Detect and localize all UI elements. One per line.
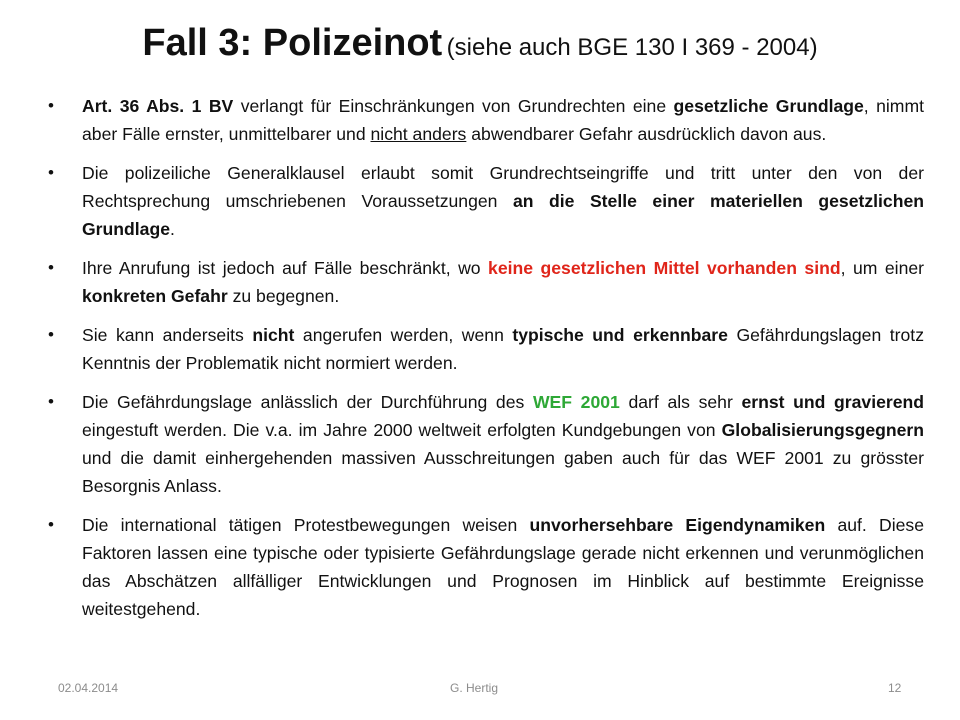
bullet-dot-icon: •	[48, 258, 54, 277]
bullet-text-segment: angerufen werden, wenn	[294, 325, 513, 345]
bullet-text-segment: .	[169, 219, 175, 239]
bullet-text-segment: WEF 2001	[532, 392, 620, 412]
footer-page-number: 12	[888, 681, 902, 695]
bullet-text-segment: darf als sehr	[619, 392, 742, 412]
bullet-text-segment: konkreten Gefahr	[82, 286, 228, 306]
bullet-text-segment: zu begegnen.	[227, 286, 340, 306]
bullet-text-segment: ernst und gravierend	[741, 392, 924, 412]
slide-content	[44, 92, 924, 634]
bullet-text-segment: eingestuft werden. Die v.a. im Jahre 2000 weltweit erfolgten Kundgebungen von	[82, 420, 722, 440]
footer-author: G. Hertig	[450, 681, 499, 695]
bullet-text-segment: gesetzliche Grundlage	[673, 96, 864, 116]
bullet-item	[44, 321, 924, 377]
slide-title-subtitle: (siehe auch BGE 130 I 369 - 2004)	[446, 34, 818, 61]
bullet-list	[44, 92, 924, 623]
bullet-item	[44, 388, 924, 500]
bullet-text-segment: Art. 36 Abs. 1 BV	[82, 96, 234, 116]
bullet-dot-icon: •	[48, 96, 54, 115]
bullet-text-segment: an die Stelle einer materiellen gesetzlichen Grundlage	[82, 191, 924, 239]
bullet-text-segment: Die polizeiliche Generalklausel erlaubt somit Grundrechtseingriffe und tritt unter den von der Rechtsprechung umschriebenen Voraussetzungen	[82, 163, 924, 211]
bullet-text-segment: , um einer	[840, 258, 924, 278]
bullet-dot-icon: •	[48, 392, 54, 411]
bullet-item	[44, 159, 924, 243]
slide-title-main: Fall 3: Polizeinot	[142, 22, 443, 64]
bullet-dot-icon: •	[48, 325, 54, 344]
bullet-text-segment: nicht	[252, 325, 295, 345]
bullet-item	[44, 511, 924, 623]
bullet-text-segment: Die Gefährdungslage anlässlich der Durchführung des	[82, 392, 533, 412]
bullet-item	[44, 92, 924, 148]
bullet-text-segment: Sie kann anderseits	[82, 325, 253, 345]
bullet-text-segment: typische und erkennbare	[512, 325, 728, 345]
bullet-dot-icon: •	[48, 163, 54, 182]
bullet-text-segment: auf. Diese Faktoren lassen eine typische oder typisierte Gefährdungslage gerade nicht erkennen und verunmöglichen das Abschätzen allfälliger Entwicklungen und Prognosen im Hinblick auf bestimmte Ereignisse weitestgehend.	[82, 515, 924, 619]
bullet-text-segment: abwendbarer Gefahr ausdrücklich davon aus.	[466, 124, 827, 144]
bullet-text-segment: , nimmt aber Fälle ernster, unmittelbarer und	[82, 96, 925, 144]
bullet-dot-icon: •	[48, 515, 54, 534]
footer-date: 02.04.2014	[58, 681, 119, 695]
bullet-text-segment: unvorhersehbare Eigendynamiken	[529, 515, 826, 535]
bullet-text-segment: keine gesetzlichen Mittel vorhanden sind	[488, 258, 841, 278]
bullet-text-segment: verlangt für Einschränkungen von Grundrechten eine	[233, 96, 674, 116]
bullet-text-segment: Die international tätigen Protestbewegungen weisen	[82, 515, 530, 535]
bullet-text-segment: Ihre Anrufung ist jedoch auf Fälle beschränkt, wo	[82, 258, 489, 278]
bullet-text-segment: nicht anders	[370, 124, 467, 144]
bullet-text-segment: Gefährdungslagen trotz Kenntnis der Problematik nicht normiert werden.	[82, 325, 924, 373]
slide-title	[40, 22, 920, 65]
bullet-item	[44, 254, 924, 310]
bullet-text-segment: Globalisierungsgegnern	[721, 420, 924, 440]
bullet-text-segment: und die damit einhergehenden massiven Ausschreitungen gaben auch für das WEF 2001 zu grösster Besorgnis Anlass.	[82, 448, 924, 496]
